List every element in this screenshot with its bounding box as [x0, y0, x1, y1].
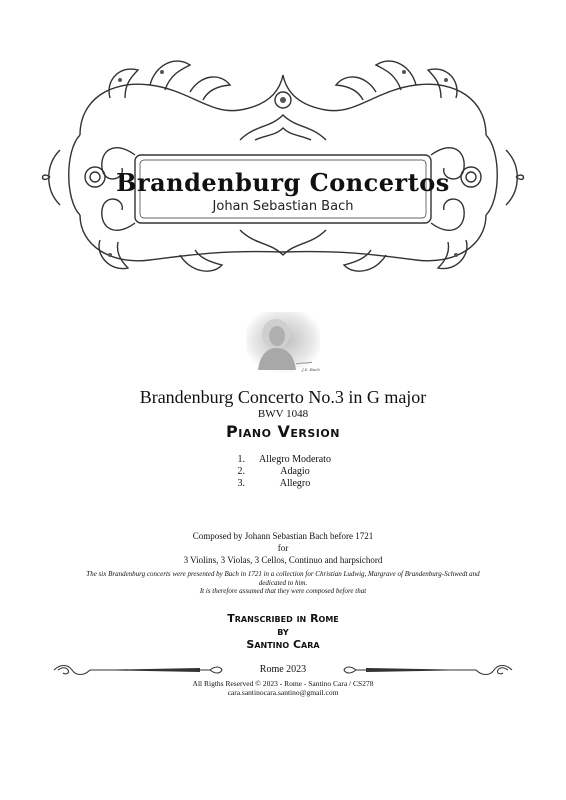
transcription-line: Santino Cara — [246, 638, 320, 651]
movement-item — [225, 454, 345, 466]
work-title: Brandenburg Concerto No.3 in G major — [139, 387, 427, 407]
movement-number: 2. — [237, 466, 245, 477]
movement-number: 1. — [237, 454, 245, 465]
composition-info — [0, 530, 566, 566]
main-title: Brandenburg Concertos — [116, 168, 450, 197]
copyright-line: All Rigths Reserved © 2023 - Rome - Santino Cara / CS278 — [192, 679, 374, 688]
ornamental-frame — [40, 40, 526, 285]
movement-number: 3. — [237, 478, 245, 489]
transcription-line: by — [277, 625, 289, 638]
catalog-number: BWV 1048 — [257, 408, 309, 420]
note-line: It is therefore assumed that they were composed before that — [199, 587, 367, 595]
rights-block — [0, 679, 566, 697]
portrait-caption: J.S. Bach — [302, 367, 320, 372]
composer-name: Johan Sebastian Bach — [212, 199, 354, 214]
transcription-line: Transcribed in Rome — [227, 612, 339, 625]
movement-item — [225, 466, 345, 478]
movement-name: Allegro Moderato — [259, 454, 331, 465]
composition-line: 3 Violins, 3 Violas, 3 Cellos, Continuo and harpsichord — [183, 555, 383, 565]
bach-portrait — [246, 312, 320, 374]
composition-line: Composed by Johann Sebastian Bach before 1721 — [192, 531, 374, 541]
movement-name: Allegro — [279, 478, 311, 489]
place-year: Rome 2023 — [259, 664, 307, 675]
movement-name: Adagio — [280, 466, 310, 477]
note-line: dedicated to him. — [258, 578, 308, 587]
note-line: The six Brandenburg concerts were presented by Bach in 1721 in a collection for Christian Ludwig, Margrave of Brandenburg-Schwedt and — [86, 570, 480, 578]
movement-item — [225, 478, 345, 490]
version-label: Piano Version — [226, 422, 340, 441]
transcription-credit — [0, 612, 566, 651]
email-address: cara.santinocara.santino@gmail.com — [227, 688, 339, 697]
composition-line: for — [277, 543, 289, 553]
historical-note — [0, 570, 566, 596]
